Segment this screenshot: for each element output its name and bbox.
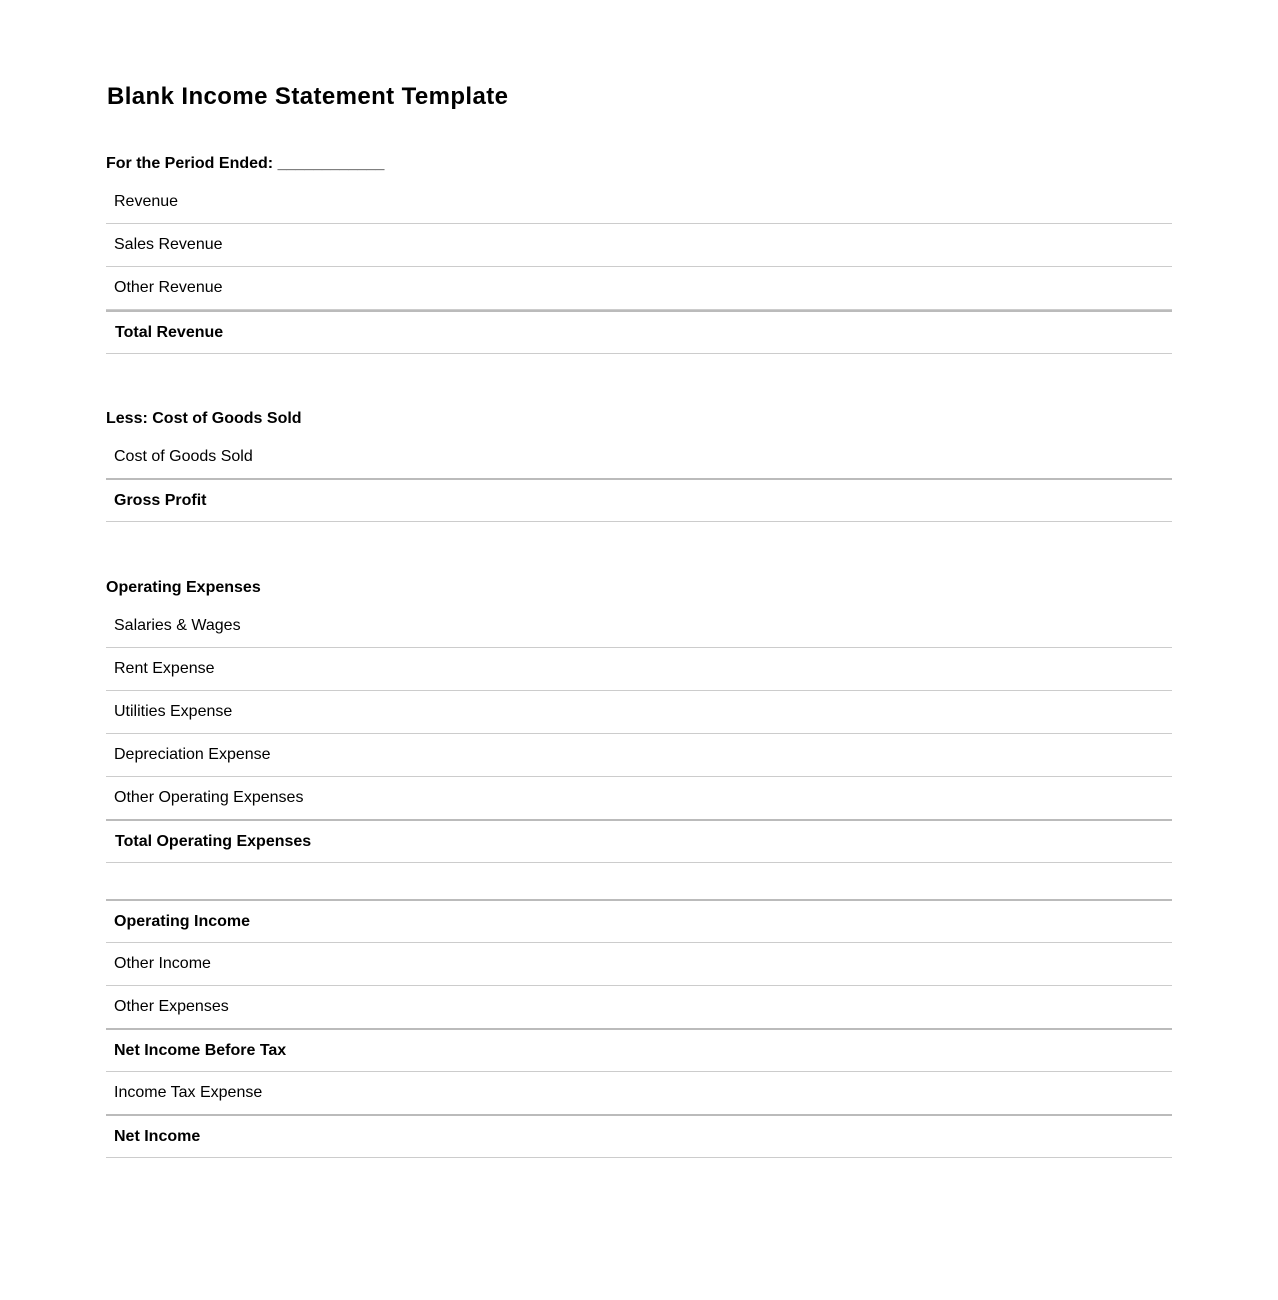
- table-row-other-operating-expenses: [106, 777, 1172, 819]
- table-row-total-operating-expenses: [106, 819, 1172, 863]
- table-row-cogs: [106, 436, 1172, 478]
- table-row-other-expenses: [106, 986, 1172, 1028]
- table-row-operating-income: [106, 899, 1172, 943]
- operating-expenses-heading: Operating Expenses: [106, 579, 261, 596]
- table-row-salaries-wages: [106, 605, 1172, 648]
- row-label: Other Income: [114, 955, 211, 972]
- table-row-spacer: [106, 863, 1172, 899]
- period-ended-label: For the Period Ended: ____________: [106, 155, 385, 172]
- row-label: Other Expenses: [114, 998, 229, 1015]
- row-label: Other Revenue: [114, 279, 223, 296]
- table-row-sales-revenue: [106, 224, 1172, 267]
- cogs-heading: Less: Cost of Goods Sold: [106, 410, 302, 427]
- operating-expenses-table: [106, 605, 1172, 1158]
- table-row-net-income: [106, 1114, 1172, 1158]
- row-label: Total Revenue: [115, 324, 224, 341]
- row-label: Other Operating Expenses: [114, 789, 304, 806]
- row-label: Depreciation Expense: [114, 746, 271, 763]
- revenue-table: [106, 181, 1172, 354]
- table-row-other-revenue: [106, 267, 1172, 310]
- row-label: Salaries & Wages: [114, 617, 241, 634]
- row-label: Utilities Expense: [114, 703, 233, 720]
- table-row-rent-expense: [106, 648, 1172, 691]
- row-label: Income Tax Expense: [114, 1084, 263, 1101]
- table-row-gross-profit: [106, 478, 1172, 522]
- table-row-income-tax-expense: [106, 1072, 1172, 1114]
- row-label: Rent Expense: [114, 660, 215, 677]
- table-row-utilities-expense: [106, 691, 1172, 734]
- row-label: Net Income: [114, 1128, 201, 1145]
- table-row-net-income-before-tax: [106, 1028, 1172, 1072]
- table-row-other-income: [106, 943, 1172, 986]
- row-label: Cost of Goods Sold: [114, 448, 253, 465]
- row-label: Sales Revenue: [114, 236, 223, 253]
- row-label: Operating Income: [114, 913, 251, 930]
- row-label: Total Operating Expenses: [115, 833, 312, 850]
- row-label: Gross Profit: [114, 492, 207, 509]
- cogs-table: [106, 436, 1172, 522]
- row-label: Net Income Before Tax: [114, 1042, 287, 1059]
- row-label: Revenue: [114, 193, 179, 210]
- table-row-revenue: [106, 181, 1172, 224]
- table-row-depreciation-expense: [106, 734, 1172, 777]
- page-title: Blank Income Statement Template: [107, 83, 509, 110]
- table-row-total-revenue: [106, 310, 1172, 354]
